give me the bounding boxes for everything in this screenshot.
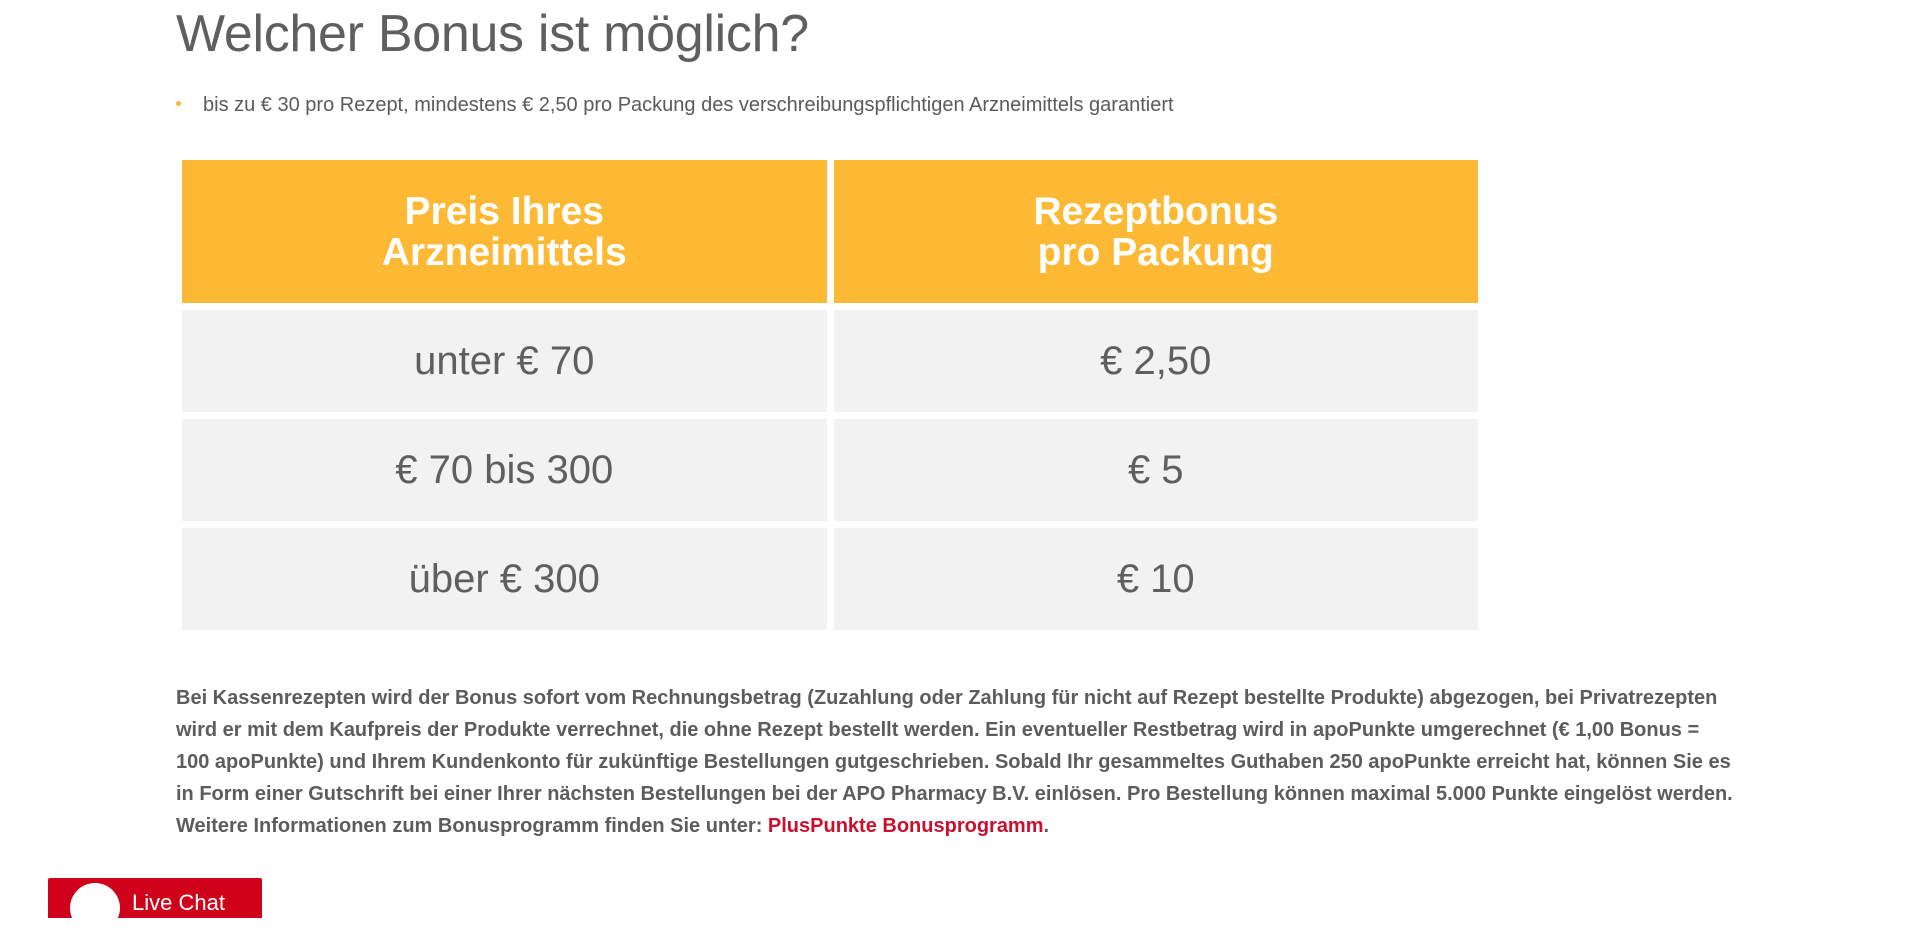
live-chat-label: Live Chat (132, 890, 225, 915)
table-row (182, 419, 1478, 521)
table-row (182, 310, 1478, 412)
live-chat-button[interactable] (48, 878, 262, 918)
bullet-text: bis zu € 30 pro Rezept, mindestens € 2,50 pro Packung des verschreibungspflichtigen Arzneimittels garantiert (203, 94, 1174, 116)
bonus-info-text: Bei Kassenrezepten wird der Bonus sofort vom Rechnungsbetrag (Zuzahlung oder Zahlung für nicht auf Rezept bestellte Produkte) abgezogen, bei Privatrezepten wird er mit dem Kaufpreis der Produkte verrechnet, die ohne Rezept bestellt werden. Ein eventueller Restbetrag wird in apoPunkte umgerechnet (€ 1,00 Bonus = 100 apoPunkte) und Ihrem Kundenkonto für zukünftige Bestellungen gutgeschrieben. Sobald Ihr gesammeltes Guthaben 250 apoPunkte erreicht hat, können Sie es in Form einer Gutschrift bei einer Ihrer nächsten Bestellungen bei der APO Pharmacy B.V. einlösen. Pro Bestellung können maximal 5.000 Punkte eingelöst werden. Weitere Informationen zum Bonusprogramm finden Sie unter: (176, 687, 1733, 837)
bullet-dot-icon (176, 101, 181, 106)
bonus-table (175, 153, 1485, 637)
list-item (176, 94, 1174, 117)
price-cell: unter € 70 (182, 310, 827, 412)
page-title: Welcher Bonus ist möglich? (176, 5, 809, 63)
bonus-cell: € 2,50 (834, 310, 1479, 412)
table-header-row (182, 160, 1478, 303)
bullet-list (176, 94, 1174, 117)
bonus-info-trailing: . (1043, 815, 1050, 837)
bonus-info-paragraph (176, 682, 1736, 842)
bonus-cell: € 10 (834, 528, 1479, 630)
header-price (182, 160, 827, 303)
header-bonus-line-1: Rezeptbonus (1033, 189, 1279, 233)
bonus-cell: € 5 (834, 419, 1479, 521)
header-bonus-line-2: pro Packung (1037, 230, 1274, 274)
chat-bubble-icon (70, 883, 120, 933)
header-price-line-1: Preis Ihres (404, 189, 604, 233)
table-row (182, 528, 1478, 630)
pluspunkte-link[interactable]: PlusPunkte Bonusprogramm (767, 815, 1044, 837)
header-price-line-2: Arzneimittels (381, 230, 627, 274)
price-cell: über € 300 (182, 528, 827, 630)
price-cell: € 70 bis 300 (182, 419, 827, 521)
header-bonus (834, 160, 1479, 303)
